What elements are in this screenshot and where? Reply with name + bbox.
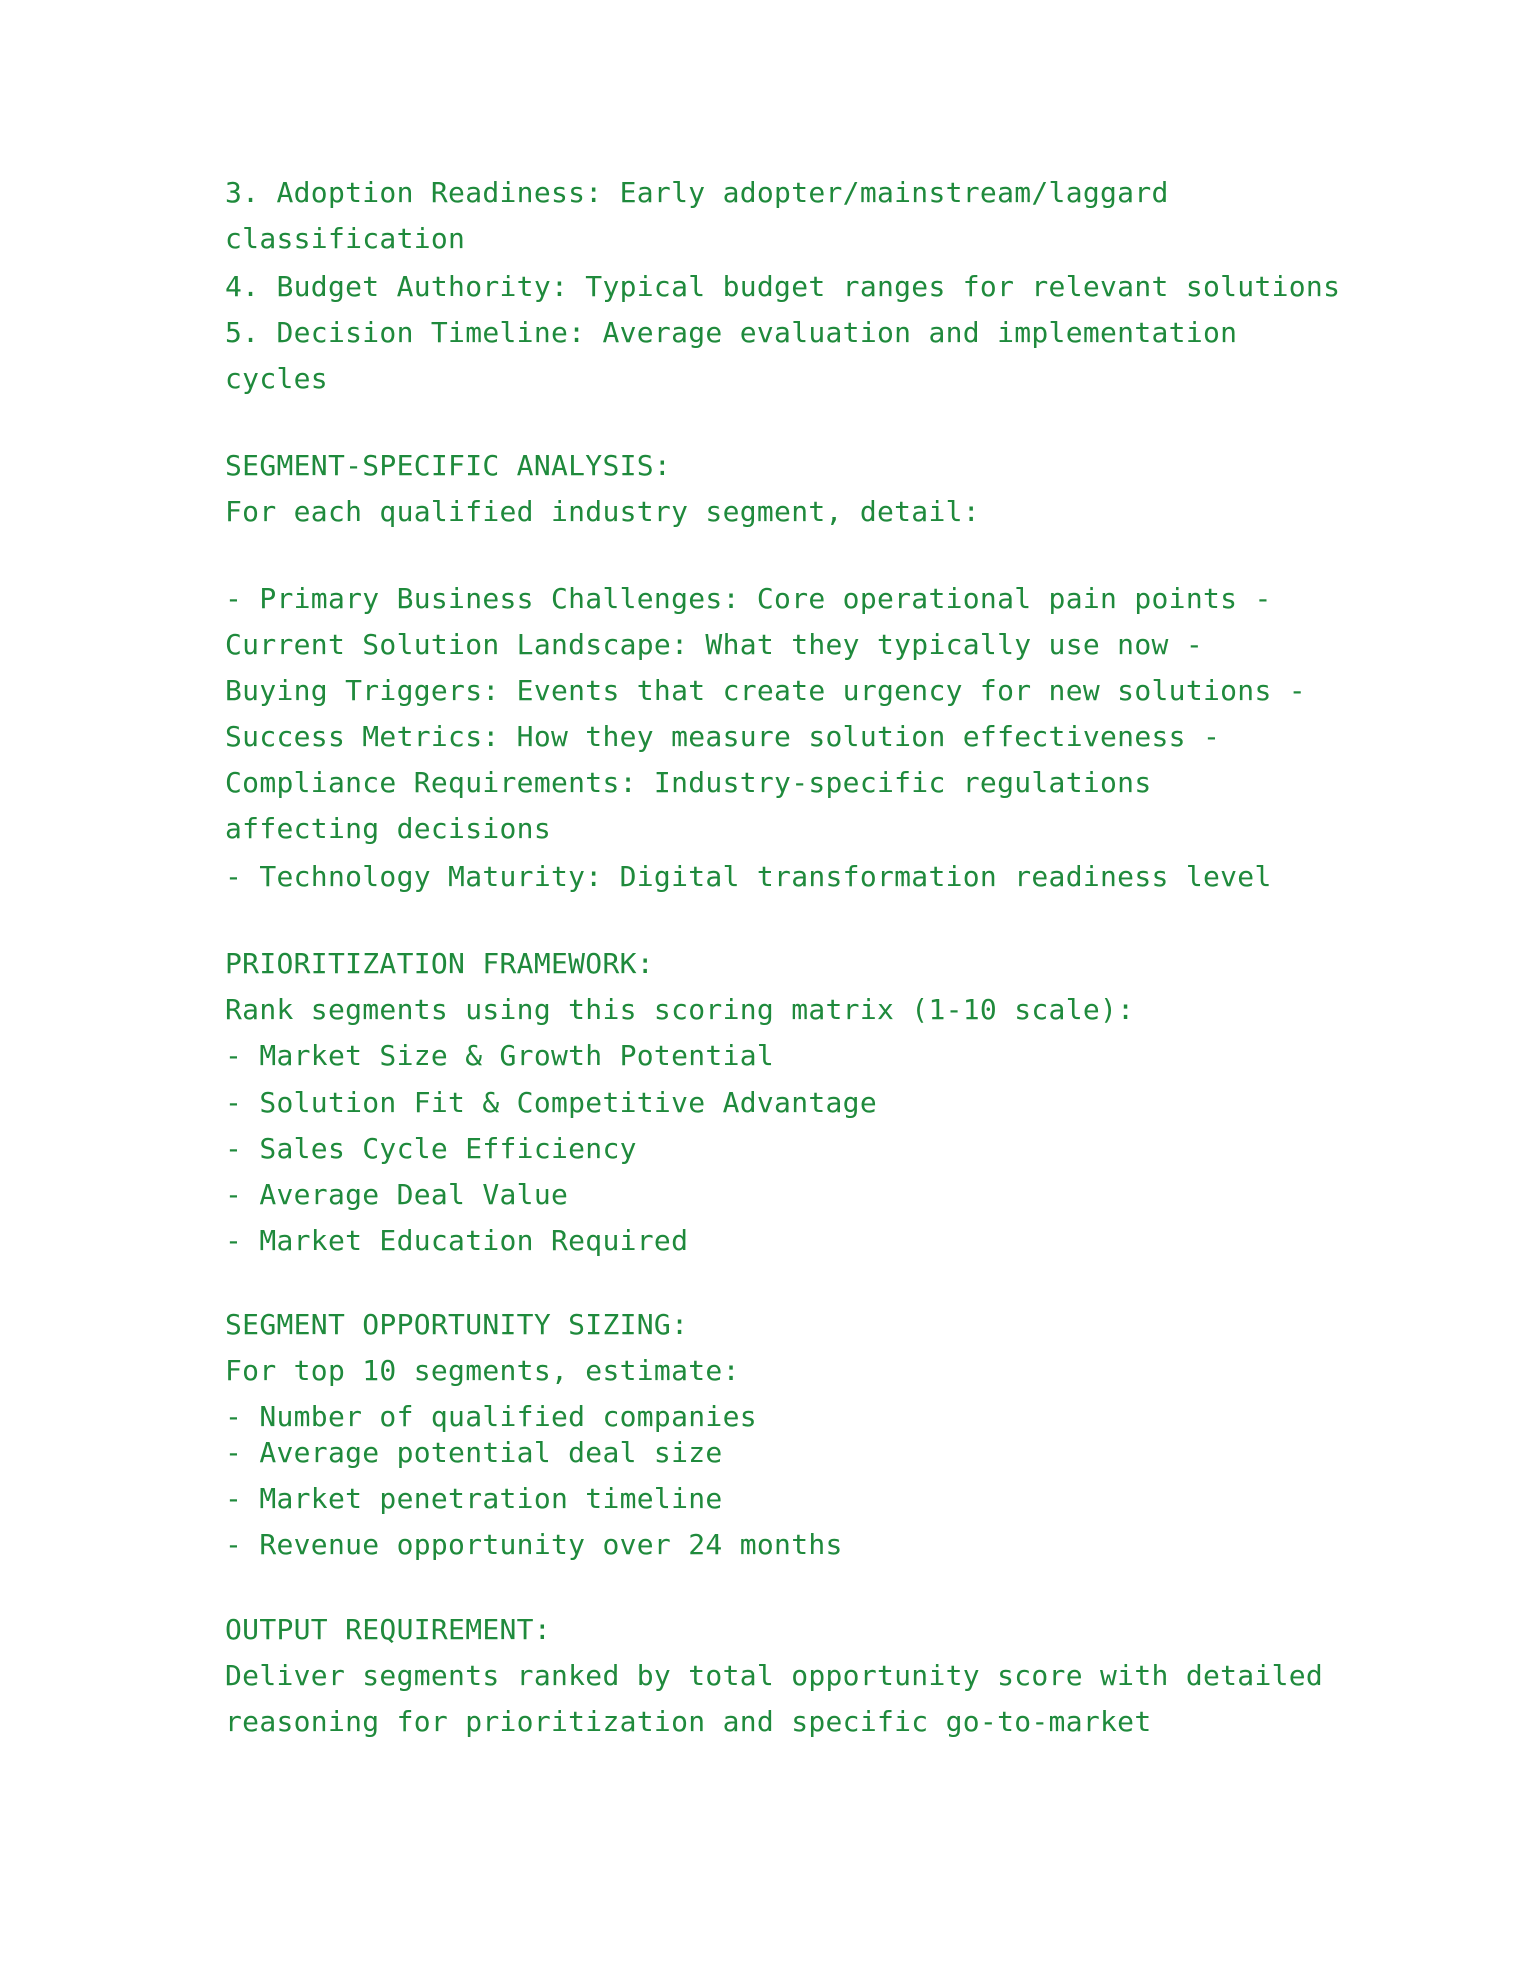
list-item: - Market Size & Growth Potential (225, 1039, 775, 1072)
list-item: - Revenue opportunity over 24 months (225, 1528, 843, 1561)
list-item: - Average Deal Value (225, 1178, 569, 1211)
text-line: - Technology Maturity: Digital transformation readiness level (225, 860, 1272, 893)
text-line: For each qualified industry segment, detail: (225, 495, 980, 528)
text-line: cycles (225, 362, 328, 395)
section-heading: OUTPUT REQUIREMENT: (225, 1613, 551, 1646)
text-line: Buying Triggers: Events that create urgency for new solutions - (225, 674, 1306, 707)
list-item: - Average potential deal size (225, 1436, 723, 1469)
text-line: Success Metrics: How they measure solution effectiveness - (225, 720, 1221, 753)
list-item: - Market penetration timeline (225, 1482, 723, 1515)
list-item: - Number of qualified companies (225, 1400, 757, 1433)
text-line: - Primary Business Challenges: Core operational pain points - (225, 582, 1272, 615)
text-line: classification (225, 222, 466, 255)
list-item: - Solution Fit & Competitive Advantage (225, 1086, 877, 1119)
text-line: Compliance Requirements: Industry-specific regulations (225, 766, 1152, 799)
text-line: 5. Decision Timeline: Average evaluation and implementation (225, 316, 1238, 349)
text-line: For top 10 segments, estimate: (225, 1354, 740, 1387)
text-line: reasoning for prioritization and specific go-to-market (225, 1705, 1152, 1738)
text-line: 3. Adoption Readiness: Early adopter/mainstream/laggard (225, 176, 1169, 209)
section-heading: SEGMENT OPPORTUNITY SIZING: (225, 1308, 689, 1341)
text-line: Deliver segments ranked by total opportunity score with detailed (225, 1659, 1324, 1692)
text-line: 4. Budget Authority: Typical budget ranges for relevant solutions (225, 270, 1341, 303)
text-line: Rank segments using this scoring matrix (1-10 scale): (225, 993, 1135, 1026)
section-heading: SEGMENT-SPECIFIC ANALYSIS: (225, 449, 672, 482)
list-item: - Market Education Required (225, 1224, 689, 1257)
text-line: Current Solution Landscape: What they typically use now - (225, 628, 1203, 661)
text-line: affecting decisions (225, 812, 551, 845)
section-heading: PRIORITIZATION FRAMEWORK: (225, 947, 654, 980)
list-item: - Sales Cycle Efficiency (225, 1132, 637, 1165)
